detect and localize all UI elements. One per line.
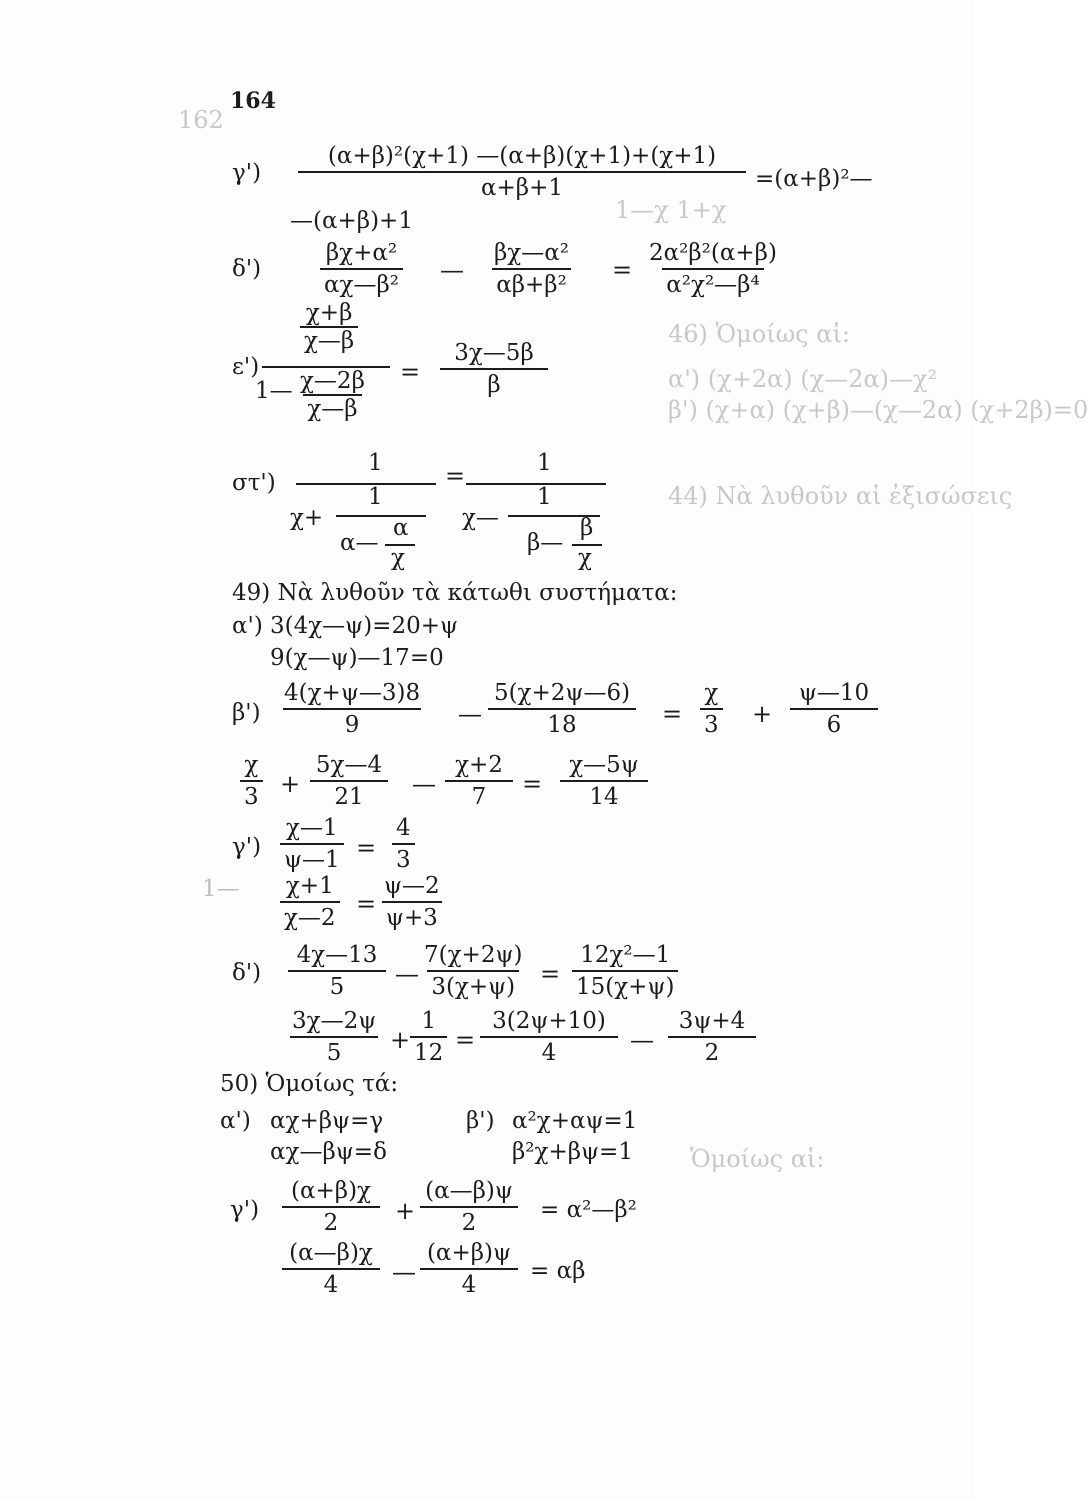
item-label: γ') — [230, 1197, 260, 1223]
fraction-numerator: 12χ²—1 — [580, 942, 671, 968]
operator: + — [395, 1197, 416, 1225]
fraction-numerator: χ—2β — [300, 368, 365, 394]
fraction — [282, 143, 762, 201]
fraction-numerator: ψ—10 — [798, 680, 870, 706]
ghost-one-minus: 1— — [202, 876, 240, 902]
equation: αχ—βψ=δ — [270, 1139, 387, 1165]
fraction — [645, 240, 781, 298]
fraction-denominator: α+β+1 — [298, 171, 746, 201]
bottom-fraction — [300, 368, 365, 422]
fraction-denominator: χ—β — [303, 394, 361, 422]
fraction-denominator: 3 — [700, 708, 723, 738]
item-label: γ') — [232, 834, 262, 860]
fraction-denominator: 5 — [290, 1036, 378, 1066]
equation: 9(χ—ψ)—17=0 — [270, 645, 444, 671]
item-label: β') — [232, 700, 261, 726]
fraction-denominator: β — [440, 368, 548, 398]
fraction-denominator: 2 — [420, 1206, 518, 1236]
operator: = — [445, 462, 466, 490]
inner-one: 1 — [368, 484, 383, 510]
ghost-page-number: 162 — [178, 106, 224, 134]
fraction — [480, 1008, 618, 1066]
fraction — [420, 1240, 518, 1298]
fraction-numerator: βχ+α² — [325, 240, 398, 266]
equation: 3(4χ—ψ)=20+ψ — [270, 613, 459, 639]
item-label: α') — [220, 1108, 251, 1134]
fraction-numerator: χ—1 — [286, 815, 338, 841]
complex-fraction — [300, 300, 358, 354]
fraction-numerator: χ — [244, 752, 259, 778]
equation-rhs: = α²—β² — [540, 1197, 637, 1223]
inner-one: 1 — [537, 484, 552, 510]
fraction — [280, 680, 424, 738]
fraction-numerator: (α+β)χ — [291, 1178, 371, 1204]
inner-alpha: α — [393, 515, 409, 541]
fraction-denominator: ψ+3 — [382, 901, 442, 931]
fraction-numerator: 3χ—2ψ — [292, 1008, 377, 1034]
fraction — [490, 240, 573, 298]
fraction-denominator: χ—β — [300, 326, 358, 354]
operator: — — [458, 700, 482, 728]
ghost-line: 46) Ὁμοίως αἱ: — [668, 320, 850, 348]
operator: = — [356, 890, 377, 918]
alpha-minus: α— — [340, 530, 379, 556]
inner-beta: β — [580, 515, 594, 541]
fraction — [282, 1240, 380, 1298]
fraction-numerator: 3(2ψ+10) — [492, 1008, 606, 1034]
fraction-numerator: 1 — [421, 1008, 436, 1034]
operator: = — [522, 770, 543, 798]
top-fraction — [300, 300, 358, 354]
fraction-denominator: ψ—1 — [280, 843, 344, 873]
fraction — [420, 942, 526, 1000]
chi-minus: χ— — [462, 505, 499, 531]
fraction-numerator: (α—β)χ — [289, 1240, 373, 1266]
operator: — — [412, 770, 436, 798]
fraction-denominator: 18 — [488, 708, 636, 738]
item-label: β') — [466, 1108, 495, 1134]
item-label: ε') — [232, 354, 260, 380]
item-label: δ') — [232, 256, 262, 282]
fraction-numerator: ψ—2 — [384, 873, 440, 899]
fraction-numerator: 4 — [396, 815, 411, 841]
operator: + — [390, 1026, 411, 1054]
fraction-denominator: 12 — [410, 1036, 447, 1066]
fraction-denominator: 21 — [310, 780, 388, 810]
numerator-one: 1 — [537, 450, 552, 476]
fraction — [572, 942, 678, 1000]
fraction-denominator: 2 — [668, 1036, 756, 1066]
operator: + — [752, 700, 773, 728]
fraction-denominator: 4 — [282, 1268, 380, 1298]
fraction-denominator: 3 — [392, 843, 415, 873]
fraction — [440, 340, 548, 398]
ghost-line: β') (χ+α) (χ+β)—(χ—2α) (χ+2β)=0 — [668, 396, 1088, 424]
fraction-bar — [296, 483, 436, 485]
fraction — [560, 752, 648, 810]
exercise-heading: 50) Ὁμοίως τά: — [220, 1071, 399, 1097]
equation: α²χ+αψ=1 — [512, 1108, 638, 1134]
fraction — [700, 680, 723, 738]
item-label: α') — [232, 613, 263, 639]
fraction-numerator: 2α²β²(α+β) — [649, 240, 777, 266]
fraction-denominator: αβ+β² — [492, 268, 571, 298]
fraction-numerator: χ—5ψ — [569, 752, 639, 778]
fraction-denominator: 7 — [445, 780, 513, 810]
fraction — [380, 873, 444, 931]
fraction-bar — [466, 483, 606, 485]
item-label: στ') — [232, 470, 276, 496]
fraction — [392, 815, 415, 873]
operator: = — [400, 358, 421, 386]
fraction — [310, 752, 388, 810]
one-minus: 1— — [255, 378, 293, 404]
equation-rhs: =(α+β)²— — [755, 166, 873, 192]
fraction — [320, 240, 403, 298]
fraction — [488, 680, 636, 738]
chi-plus: χ+ — [290, 505, 324, 531]
fraction — [280, 873, 340, 931]
fraction — [410, 1008, 447, 1066]
beta-minus: β— — [527, 530, 564, 556]
fraction-numerator: 5χ—4 — [315, 752, 383, 778]
fraction-numerator: 5(χ+2ψ—6) — [493, 680, 631, 706]
fraction-denominator: 3(χ+ψ) — [427, 970, 519, 1000]
fraction-numerator: (α—β)ψ — [425, 1178, 513, 1204]
fraction-denominator: χ—2 — [280, 901, 340, 931]
fraction-numerator: (α+β)²(χ+1) —(α+β)(χ+1)+(χ+1) — [327, 143, 717, 169]
equation: αχ+βψ=γ — [270, 1108, 384, 1134]
fraction — [288, 1008, 380, 1066]
fraction-denominator: 15(χ+ψ) — [572, 970, 678, 1000]
fraction-numerator: 3χ—5β — [454, 340, 534, 366]
operator: = — [662, 700, 683, 728]
fraction-numerator: χ+2 — [455, 752, 503, 778]
fraction — [288, 942, 386, 1000]
fraction-denominator: 4 — [480, 1036, 618, 1066]
ghost-line: 44) Νὰ λυθοῦν αἱ ἐξισώσεις — [668, 482, 1013, 510]
equation-rhs: = αβ — [530, 1258, 586, 1284]
fraction — [280, 815, 344, 873]
fraction-numerator: (α+β)ψ — [426, 1240, 512, 1266]
fraction-numerator: χ+β — [305, 300, 353, 326]
operator: = — [540, 960, 561, 988]
operator: — — [395, 960, 419, 988]
fraction — [240, 752, 263, 810]
fraction-denominator: 4 — [420, 1268, 518, 1298]
numerator-one: 1 — [368, 450, 383, 476]
operator: = — [356, 834, 377, 862]
page-number: 164 — [230, 88, 276, 114]
fraction — [668, 1008, 756, 1066]
fraction-numerator: βχ—α² — [494, 240, 569, 266]
fraction-denominator: 14 — [560, 780, 648, 810]
fraction-denominator: 9 — [283, 708, 421, 738]
fraction-numerator: 3ψ+4 — [678, 1008, 746, 1034]
fraction — [445, 752, 513, 810]
ghost-line: Ὁμοίως αἱ: — [690, 1145, 825, 1173]
inner-chi: χ — [578, 545, 592, 571]
ghost-line: α') (χ+2α) (χ—2α)—χ² — [668, 365, 938, 393]
operator: — — [392, 1258, 416, 1286]
fraction-numerator: χ+1 — [285, 873, 334, 899]
exercise-heading: 49) Νὰ λυθοῦν τὰ κάτωθι συστήματα: — [232, 580, 678, 606]
operator: + — [280, 770, 301, 798]
fraction-denominator: αχ—β² — [320, 268, 403, 298]
fraction-denominator: 3 — [240, 780, 263, 810]
fraction — [790, 680, 878, 738]
operator: = — [455, 1026, 476, 1054]
fraction-numerator: 7(χ+2ψ) — [424, 942, 523, 968]
fraction-denominator: 5 — [288, 970, 386, 1000]
fraction-denominator: 6 — [790, 708, 878, 738]
fraction — [282, 1178, 380, 1236]
fraction-numerator: 4(χ+ψ—3)8 — [284, 680, 421, 706]
item-label: γ') — [232, 160, 262, 186]
fraction-denominator: 2 — [282, 1206, 380, 1236]
operator: — — [630, 1026, 654, 1054]
ghost-line: 1—χ 1+χ — [615, 196, 727, 224]
fraction-numerator: χ — [704, 680, 719, 706]
equation-continuation: —(α+β)+1 — [290, 208, 413, 234]
equation: β²χ+βψ=1 — [512, 1139, 633, 1165]
fraction — [420, 1178, 518, 1236]
inner-chi: χ — [391, 545, 405, 571]
item-label: δ') — [232, 960, 262, 986]
operator: — — [440, 256, 464, 284]
fraction-denominator: α²χ²—β⁴ — [662, 268, 763, 298]
fraction-numerator: 4χ—13 — [296, 942, 378, 968]
operator: = — [612, 256, 633, 284]
fraction-bar — [336, 515, 426, 517]
